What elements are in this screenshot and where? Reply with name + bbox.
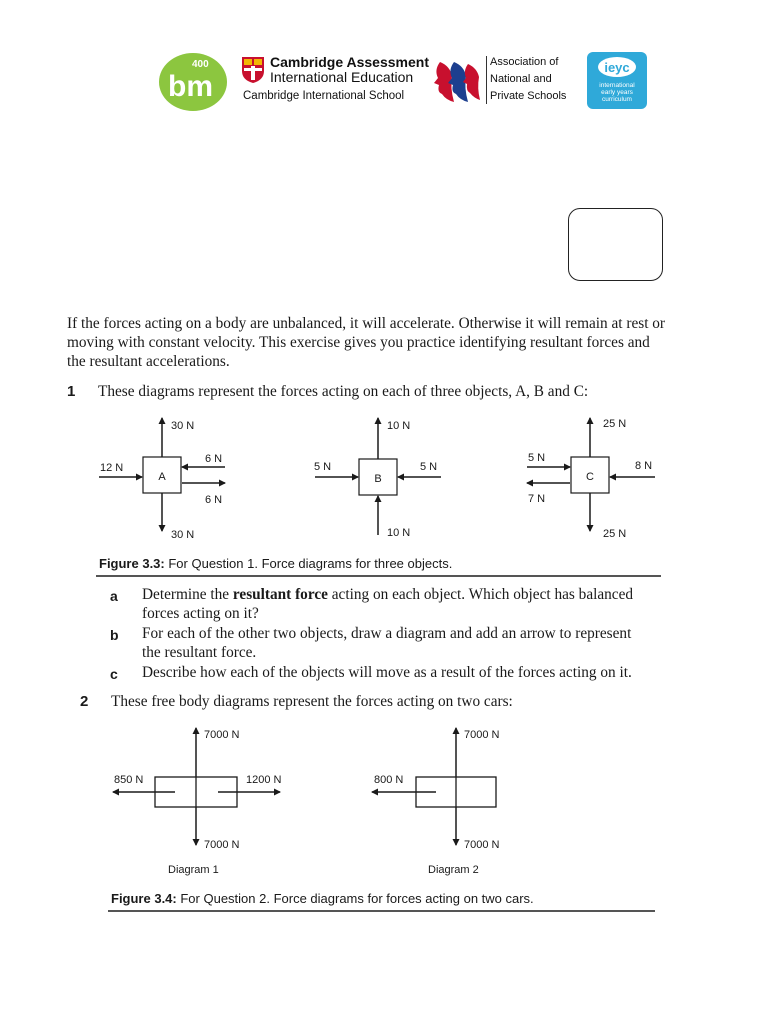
svg-text:10 N: 10 N [387,420,411,432]
intro-paragraph: If the forces acting on a body are unbalanced, it will accelerate. Otherwise it will remain at rest or moving with constant velocity. This exercise gives you practice identifying resultant forces and the resultant accelerations. [67,315,666,370]
figure-3-4 [100,715,660,885]
svg-text:A: A [158,471,166,483]
svg-text:8 N: 8 N [635,460,653,472]
svg-text:6 N: 6 N [205,494,223,506]
svg-text:1200 N: 1200 N [246,774,282,786]
svg-text:5 N: 5 N [420,461,438,473]
object-b-diagram [314,418,441,539]
svg-text:7000 N: 7000 N [464,729,500,741]
svg-text:800 N: 800 N [374,774,404,786]
object-c-diagram [527,418,655,540]
svg-text:bm: bm [168,70,213,103]
cambridge-logo [241,54,429,106]
anps-divider [486,56,487,104]
svg-text:30 N: 30 N [171,420,195,432]
faces-icon [432,58,484,104]
svg-text:5 N: 5 N [528,452,546,464]
part-b-letter: b [110,627,119,643]
figure-3-4-caption: Figure 3.4: For Question 2. Force diagrams for forces acting on two cars. [111,891,534,906]
svg-text:7000 N: 7000 N [204,839,240,851]
svg-text:international: international [599,82,635,89]
figure-3-3-rule [96,575,661,577]
svg-text:12 N: 12 N [100,462,124,474]
anps-logo [432,54,582,106]
cambridge-shield-icon [241,56,265,84]
svg-text:7 N: 7 N [528,493,546,505]
svg-text:early years: early years [601,89,633,96]
question-1-number: 1 [67,383,76,400]
svg-text:30 N: 30 N [171,529,195,541]
svg-text:5 N: 5 N [314,461,332,473]
question-1-text: These diagrams represent the forces acting on each of three objects, A, B and C: [98,383,589,400]
svg-text:7000 N: 7000 N [204,729,240,741]
svg-text:C: C [586,471,594,483]
bm-400-logo [158,52,228,112]
svg-text:Diagram 2: Diagram 2 [428,864,479,876]
blank-answer-box [568,208,663,281]
svg-text:Diagram 1: Diagram 1 [168,864,219,876]
svg-text:curriculum: curriculum [602,96,632,103]
car-diagram-1 [113,728,282,876]
part-c-letter: c [110,666,118,682]
svg-text:ieyc: ieyc [604,60,630,75]
svg-text:25 N: 25 N [603,418,627,430]
car-diagram-2 [372,728,500,876]
figure-3-3 [65,405,665,555]
cambridge-line3: Cambridge International School [243,90,405,102]
question-2-text: These free body diagrams represent the forces acting on two cars: [111,693,513,710]
svg-text:B: B [374,473,382,485]
svg-text:6 N: 6 N [205,453,223,465]
object-a-diagram [99,418,225,541]
svg-text:10 N: 10 N [387,527,411,539]
svg-text:7000 N: 7000 N [464,839,500,851]
cambridge-line1: Cambridge Assessment [270,54,429,70]
svg-text:400: 400 [192,59,209,70]
svg-text:25 N: 25 N [603,528,627,540]
figure-3-4-rule [108,910,655,912]
part-c-text: Describe how each of the objects will move as a result of the forces acting on it. [142,664,632,681]
part-b-text: For each of the other two objects, draw a diagram and add an arrow to represent the resultant force. [142,625,632,661]
question-2-number: 2 [80,693,89,710]
ieyc-logo [587,52,647,109]
part-a-text: Determine the resultant force acting on each object. Which object has balanced forces acting on it? [142,586,634,622]
figure-3-3-caption: Figure 3.3: For Question 1. Force diagrams for three objects. [99,556,453,571]
part-a-letter: a [110,588,118,604]
anps-text: Association of National and Private Schools [490,56,567,102]
cambridge-line2: International Education [270,69,414,85]
svg-text:850 N: 850 N [114,774,144,786]
